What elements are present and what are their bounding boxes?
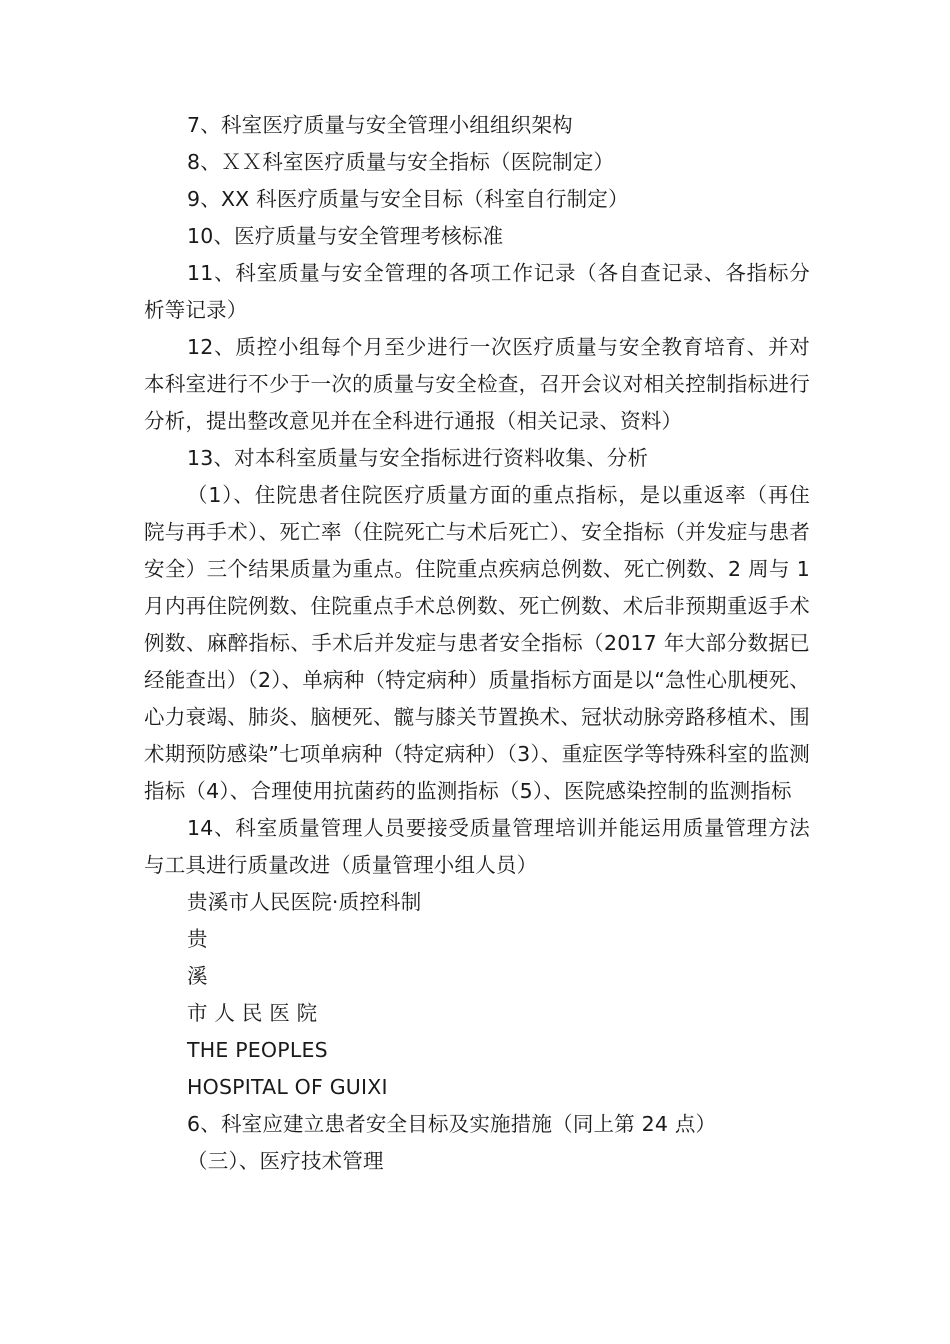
item-14: 14、科室质量管理人员要接受质量管理培训并能运用质量管理方法与工具进行质量改进（质量管理小组人员） xyxy=(144,816,810,877)
item-8: 8、ＸＸ科室医疗质量与安全指标（医院制定） xyxy=(187,150,615,174)
logo-text-gui: 贵 xyxy=(187,927,208,951)
item-6: 6、科室应建立患者安全目标及实施措施（同上第 24 点） xyxy=(187,1112,717,1136)
document-body xyxy=(144,107,810,1180)
item-10: 10、医疗质量与安全管理考核标准 xyxy=(187,224,504,248)
item-9: 9、XX 科医疗质量与安全目标（科室自行制定） xyxy=(187,187,629,211)
logo-text-xi: 溪 xyxy=(187,964,208,988)
logo-text-en-2: HOSPITAL OF GUIXI xyxy=(187,1075,388,1099)
item-13-details: （1）、住院患者住院医疗质量方面的重点指标，是以重返率（再住院与再手术）、死亡率（住院死亡与术后死亡）、安全指标（并发症与患者安全）三个结果质量为重点。住院重点疾病总例数、死亡例数、2 周与 1 月内再住院例数、住院重点手术总例数、死亡例数、术后非预期重返手术例数、麻醉指标、手术后并发症与患者安全指标（2017 年大部分数据已经能查出）（2）、单病种（特定病种）质量指标方面是以“急性心肌梗死、心力衰竭、肺炎、脑梗死、髋与膝关节置换术、冠状动脉旁路移植术、围术期预防感染”七项单病种（特定病种）（3）、重症医学等特殊科室的监测指标（4）、合理使用抗菌药的监测指标（5）、医院感染控制的监测指标 xyxy=(144,483,810,803)
item-7: 7、科室医疗质量与安全管理小组组织架构 xyxy=(187,113,573,137)
item-13: 13、对本科室质量与安全指标进行资料收集、分析 xyxy=(187,446,649,470)
item-12: 12、质控小组每个月至少进行一次医疗质量与安全教育培育、并对本科室进行不少于一次的质量与安全检查，召开会议对相关控制指标进行分析，提出整改意见并在全科进行通报（相关记录、资料） xyxy=(144,335,810,433)
section-heading-3: （三）、医疗技术管理 xyxy=(187,1149,384,1173)
logo-text-en-1: THE PEOPLES xyxy=(187,1038,328,1062)
item-11: 11、科室质量与安全管理的各项工作记录（各自查记录、各指标分析等记录） xyxy=(144,261,810,322)
logo-text-hospital: 市 人 民 医 院 xyxy=(187,1001,318,1025)
hospital-credit: 贵溪市人民医院·质控科制 xyxy=(187,890,422,914)
